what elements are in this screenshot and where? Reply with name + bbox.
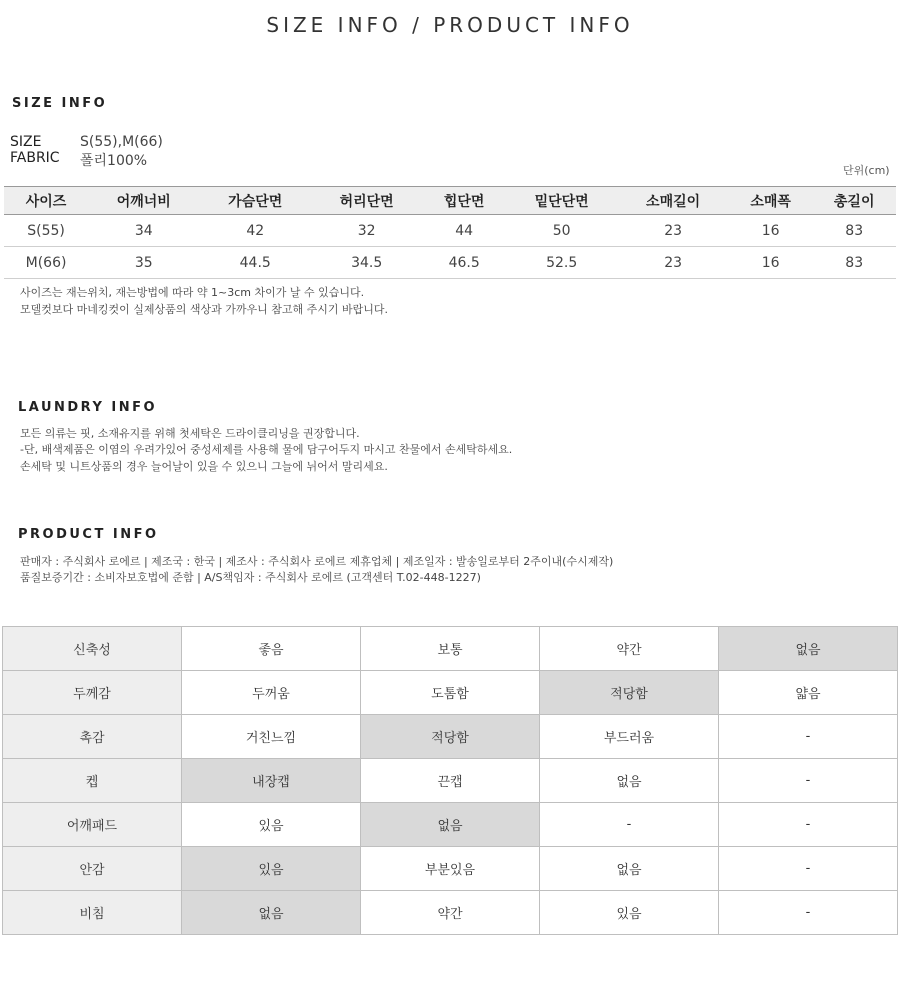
attribute-row — [3, 891, 898, 935]
column-header: 허리단면 — [311, 187, 422, 215]
column-header: 소매길이 — [617, 187, 728, 215]
attribute-option: 거친느낌 — [182, 715, 361, 759]
attribute-name: 안감 — [3, 847, 182, 891]
fabric-attributes-table — [2, 626, 898, 935]
size-note-2: 모델컷보다 마네킹컷이 실제상품의 색상과 가까우니 참고해 주시기 바랍니다. — [20, 303, 389, 316]
table-cell: S(55) — [4, 215, 88, 247]
table-cell: 16 — [729, 215, 813, 247]
column-header: 밑단단면 — [506, 187, 617, 215]
size-info-heading: SIZE INFO — [12, 96, 108, 111]
attribute-option: 약간 — [540, 627, 719, 671]
table-cell: 44.5 — [200, 247, 311, 279]
attribute-name: 촉감 — [3, 715, 182, 759]
attribute-option: 도톰함 — [361, 671, 540, 715]
table-cell: M(66) — [4, 247, 88, 279]
attribute-option-selected: 없음 — [182, 891, 361, 935]
unit-label: 단위(cm) — [843, 164, 890, 177]
table-cell: 34 — [88, 215, 199, 247]
column-header: 사이즈 — [4, 187, 88, 215]
attribute-row — [3, 759, 898, 803]
attribute-row — [3, 803, 898, 847]
product-info-heading: PRODUCT INFO — [18, 527, 159, 542]
product-line-1: 판매자 : 주식회사 로에르 | 제조국 : 한국 | 제조사 : 주식회사 로에르 제휴업체 | 제조일자 : 발송일로부터 2주이내(수시제작) — [20, 555, 614, 568]
product-line-2: 품질보증기간 : 소비자보호법에 준함 | A/S책임자 : 주식회사 로에르 (고객센터 T.02-448-1227) — [20, 571, 481, 584]
table-cell: 32 — [311, 215, 422, 247]
table-cell: 23 — [617, 215, 728, 247]
laundry-line-3: 손세탁 및 니트상품의 경우 늘어날이 있을 수 있으니 그늘에 뉘어서 말리세요. — [20, 460, 388, 473]
size-table — [4, 186, 896, 279]
attribute-option: 두꺼움 — [182, 671, 361, 715]
table-row — [4, 247, 896, 279]
table-cell: 35 — [88, 247, 199, 279]
attribute-row — [3, 847, 898, 891]
table-cell: 50 — [506, 215, 617, 247]
table-cell: 83 — [812, 215, 896, 247]
attribute-option-selected: 있음 — [182, 847, 361, 891]
attribute-option: 있음 — [182, 803, 361, 847]
attribute-row — [3, 627, 898, 671]
table-cell: 16 — [729, 247, 813, 279]
fabric-label: FABRIC — [10, 150, 60, 166]
column-header: 소매폭 — [729, 187, 813, 215]
table-cell: 23 — [617, 247, 728, 279]
attribute-option-selected: 적당함 — [361, 715, 540, 759]
attribute-option: - — [540, 803, 719, 847]
attribute-option: - — [719, 759, 898, 803]
attribute-name: 두께감 — [3, 671, 182, 715]
attribute-option: 얇음 — [719, 671, 898, 715]
attribute-row — [3, 671, 898, 715]
attribute-option: 좋음 — [182, 627, 361, 671]
attribute-option: 없음 — [540, 759, 719, 803]
attribute-option-selected: 없음 — [361, 803, 540, 847]
table-cell: 44 — [422, 215, 506, 247]
attribute-option-selected: 내장캡 — [182, 759, 361, 803]
laundry-line-1: 모든 의류는 핏, 소재유지를 위해 첫세탁은 드라이클리닝을 권장합니다. — [20, 427, 360, 440]
size-value: S(55),M(66) — [80, 134, 163, 150]
column-header: 가슴단면 — [200, 187, 311, 215]
size-note-1: 사이즈는 재는위치, 재는방법에 따라 약 1~3cm 차이가 날 수 있습니다. — [20, 286, 365, 299]
attribute-option: 부분있음 — [361, 847, 540, 891]
table-cell: 34.5 — [311, 247, 422, 279]
laundry-line-2: -단, 배색제품은 이염의 우려가있어 중성세제를 사용해 물에 담구어두지 마시고 찬물에서 손세탁하세요. — [20, 443, 513, 456]
attribute-option: - — [719, 847, 898, 891]
laundry-info-heading: LAUNDRY INFO — [18, 400, 158, 415]
attribute-option: 부드러움 — [540, 715, 719, 759]
attribute-option-selected: 적당함 — [540, 671, 719, 715]
table-cell: 46.5 — [422, 247, 506, 279]
column-header: 어깨너비 — [88, 187, 199, 215]
size-label: SIZE — [10, 134, 42, 150]
attribute-option: - — [719, 891, 898, 935]
attribute-option: 없음 — [540, 847, 719, 891]
attribute-option: - — [719, 715, 898, 759]
table-cell: 52.5 — [506, 247, 617, 279]
column-header: 총길이 — [812, 187, 896, 215]
table-cell: 83 — [812, 247, 896, 279]
page-title: SIZE INFO / PRODUCT INFO — [266, 13, 634, 37]
size-table-header — [4, 187, 896, 215]
attribute-option: 보통 — [361, 627, 540, 671]
attribute-name: 어깨패드 — [3, 803, 182, 847]
table-cell: 42 — [200, 215, 311, 247]
attribute-option-selected: 없음 — [719, 627, 898, 671]
attribute-option: 있음 — [540, 891, 719, 935]
column-header: 힙단면 — [422, 187, 506, 215]
table-row — [4, 215, 896, 247]
attribute-name: 비침 — [3, 891, 182, 935]
attribute-option: 끈캡 — [361, 759, 540, 803]
attribute-row — [3, 715, 898, 759]
attribute-option: - — [719, 803, 898, 847]
attribute-name: 켑 — [3, 759, 182, 803]
fabric-value: 폴리100% — [80, 153, 148, 169]
attribute-name: 신축성 — [3, 627, 182, 671]
attribute-option: 약간 — [361, 891, 540, 935]
